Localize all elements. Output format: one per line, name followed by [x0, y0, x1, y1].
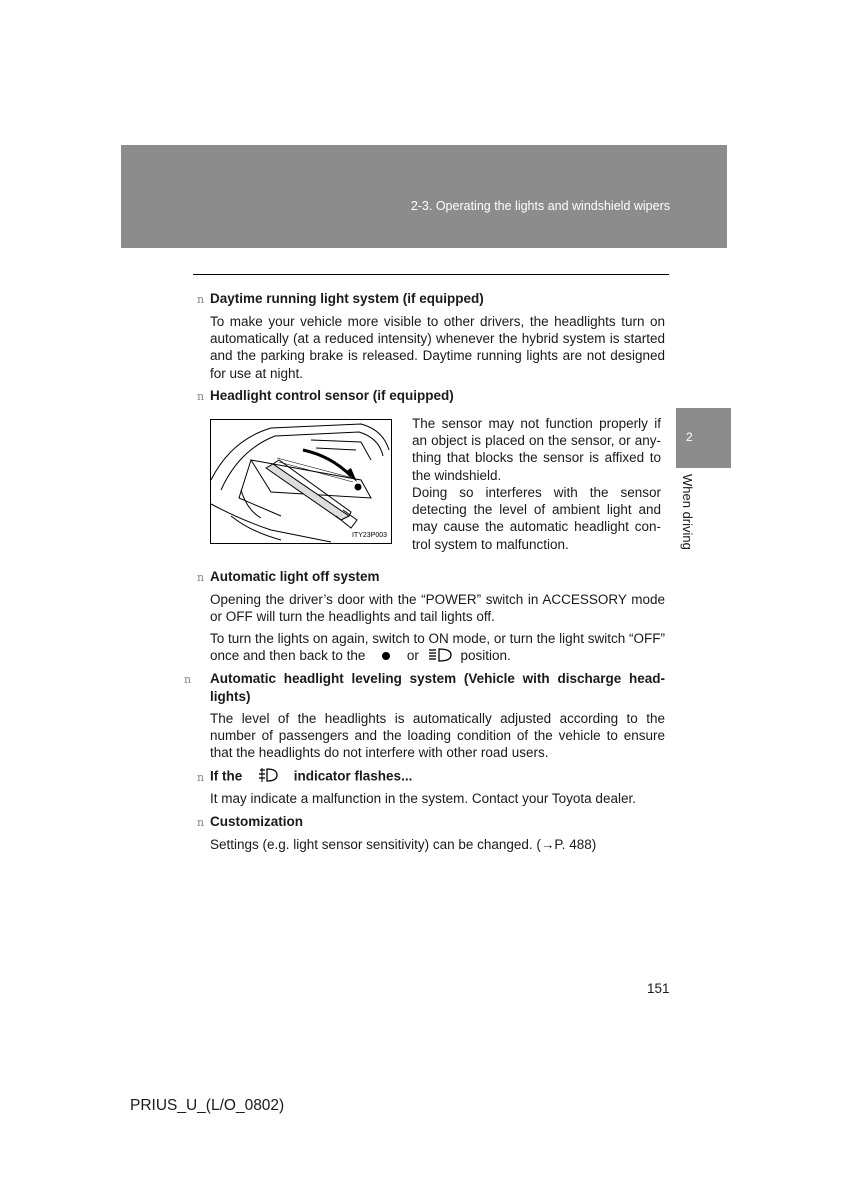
heading-daytime-running-light: n Daytime running light system (if equipped) [197, 291, 484, 306]
paragraph-daytime-running-light: To make your vehicle more visible to other drivers, the headlights turn on automatically (at a reduced intensity) whenever the hybrid system is started and the parking brake is released. Daytime running lights are not designed for use at night. [210, 314, 665, 381]
arrow-reference-icon: → [540, 837, 555, 852]
bullet-marker: n [197, 816, 205, 829]
header-band [121, 145, 727, 248]
page-reference-link[interactable]: P. 488) [554, 837, 597, 852]
chapter-tab [676, 408, 731, 468]
bullet-marker: n [197, 770, 205, 784]
paragraph-light-off-1: Opening the driver’s door with the “POWER” switch in ACCESSORY mode or OFF will turn the headlights and tail lights off. [210, 592, 665, 625]
heading-headlight-leveling: n Automatic headlight leveling system (Vehicle with discharge head-lights) [184, 671, 665, 704]
paragraph-indicator-flashes: It may indicate a malfunction in the system. Contact your Toyota dealer. [210, 791, 636, 806]
paragraph-light-off-2: To turn the lights on again, switch to ON mode, or turn the light switch “OFF” once and then back to the or position. [210, 630, 665, 666]
document-code: PRIUS_U_(L/O_0802) [130, 1097, 285, 1114]
parking-light-icon [369, 648, 403, 665]
chapter-number: 2 [686, 430, 693, 444]
paragraph-headlight-leveling: The level of the headlights is automatically adjusted according to the number of passengers and the loading condition of the vehicle to ensure that the headlights do not interfere with other road users. [210, 711, 665, 761]
paragraph-customization: Settings (e.g. light sensor sensitivity) can be changed. (→P. 488) [210, 837, 597, 852]
heading-customization: n Customization [197, 814, 303, 829]
bullet-marker: n [197, 571, 205, 584]
bullet-marker: n [197, 390, 205, 403]
leveling-indicator-icon [246, 767, 290, 787]
page-number: 151 [647, 981, 670, 996]
windshield-sensor-drawing [211, 420, 391, 543]
heading-indicator-flashes: n If the indicator flashes... [197, 767, 667, 787]
bullet-marker: n [197, 293, 205, 306]
section-header-title: 2-3. Operating the lights and windshield wipers [410, 199, 670, 213]
headlight-icon [423, 648, 457, 666]
chapter-label: When driving [680, 474, 695, 550]
paragraph-sensor-note-1: The sensor may not function properly if an object is placed on the sensor, or any-thing that blocks the sensor is affixed to the windshield. [412, 416, 661, 483]
bullet-marker: n [184, 673, 192, 686]
paragraph-sensor-note-2: Doing so interferes with the sensor detecting the level of ambient light and may cause the automatic headlight con-trol system to malfunction. [412, 485, 661, 552]
heading-headlight-control-sensor: n Headlight control sensor (if equipped) [197, 388, 454, 403]
heading-automatic-light-off: n Automatic light off system [197, 569, 380, 584]
header-divider [193, 274, 669, 275]
sensor-illustration [210, 419, 392, 544]
figure-caption: ITY23P003 [351, 532, 387, 539]
